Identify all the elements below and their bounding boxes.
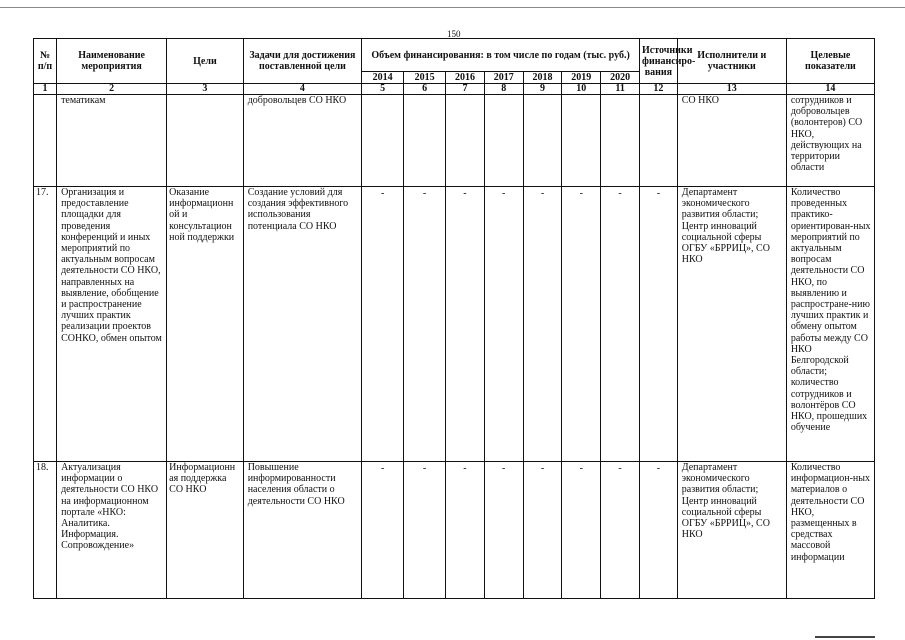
row-year-value [404,95,446,187]
row-year-value: - [562,462,601,599]
header-goals: Цели [167,39,244,84]
header-executors: Исполнители и участники [677,39,786,84]
row-year-value: - [562,187,601,462]
row-name: Актуализация информации о деятельности СО НКО на информационном портале «НКО: Аналитика. Информация. Сопровождение» [57,462,167,599]
table-row [34,95,875,187]
row-year-value: - [523,187,562,462]
header-tasks: Задачи для достижения поставленной цели [243,39,361,84]
column-number: 13 [677,84,786,95]
header-indicators: Целевые показатели [786,39,874,84]
row-year-value [601,95,640,187]
column-number: 2 [57,84,167,95]
table-row [34,187,875,462]
row-indicators: сотрудников и добровольцев (волонтеров) СО НКО, действующих на территории области [786,95,874,187]
header-year: 2017 [484,72,523,84]
row-year-value [523,95,562,187]
header-year: 2018 [523,72,562,84]
row-tasks: добровольцев СО НКО [243,95,361,187]
row-year-value: - [446,187,485,462]
header-row [34,39,875,72]
column-number: 8 [484,84,523,95]
row-indicators: Количество проведенных практико-ориентирован-ных мероприятий по актуальным вопросам деятельности СО НКО, по выявлению и распростране-нию лучших практик и обмену опытом работы между СО НКО Белгородской области; количество сотрудников и волонтёров СО НКО, прошедших обучение [786,187,874,462]
row-goals: Информационн ая поддержка СО НКО [167,462,244,599]
header-year: 2015 [404,72,446,84]
column-number: 11 [601,84,640,95]
row-year-value: - [446,462,485,599]
row-year-value: - [484,462,523,599]
row-year-value [446,95,485,187]
row-year-value [362,95,404,187]
row-year-value: - [362,187,404,462]
scan-edge [0,0,905,8]
column-number: 3 [167,84,244,95]
column-number: 4 [243,84,361,95]
row-sources: - [640,187,678,462]
row-year-value: - [362,462,404,599]
row-tasks: Создание условий для создания эффективного использования потенциала СО НКО [243,187,361,462]
row-year-value: - [601,462,640,599]
header-year: 2019 [562,72,601,84]
row-num [34,95,57,187]
row-executors: СО НКО [677,95,786,187]
row-year-value: - [484,187,523,462]
header-year: 2020 [601,72,640,84]
row-goals: Оказание информационн ой и консультацион ной поддержки [167,187,244,462]
column-number: 6 [404,84,446,95]
row-sources [640,95,678,187]
table-row [34,462,875,599]
header-sources: Источники финансиро-вания [640,39,678,84]
row-year-value: - [601,187,640,462]
row-indicators: Количество информацион-ных материалов о деятельности СО НКО, размещенных в средствах массовой информации [786,462,874,599]
page-number: 150 [447,29,461,39]
column-number: 1 [34,84,57,95]
column-number: 12 [640,84,678,95]
row-tasks: Повышение информированности населения области о деятельности СО НКО [243,462,361,599]
row-executors: Департамент экономического развития области; Центр инноваций социальной сферы ОГБУ «БРРИЦ», СО НКО [677,462,786,599]
scan-mark [815,636,875,638]
column-number: 5 [362,84,404,95]
row-name: тематикам [57,95,167,187]
row-num: 17. [34,187,57,462]
column-number-row [34,84,875,95]
header-year: 2014 [362,72,404,84]
row-year-value: - [523,462,562,599]
row-year-value: - [404,187,446,462]
header-name: Наименование мероприятия [57,39,167,84]
row-sources: - [640,462,678,599]
row-year-value [484,95,523,187]
column-number: 10 [562,84,601,95]
header-year: 2016 [446,72,485,84]
header-funding: Объем финансирования: в том числе по годам (тыс. руб.) [362,39,640,72]
row-goals [167,95,244,187]
row-executors: Департамент экономического развития области; Центр инноваций социальной сферы ОГБУ «БРРИЦ», СО НКО [677,187,786,462]
row-year-value: - [404,462,446,599]
column-number: 9 [523,84,562,95]
row-name: Организация и предоставление площадки для проведения конференций и иных мероприятий по актуальным вопросам деятельности СО НКО, направленных на выявление, обобщение и распространение лучших практик реализации проектов СОНКО, обмен опытом [57,187,167,462]
column-number: 7 [446,84,485,95]
program-table [33,38,875,599]
header-num: № п/п [34,39,57,84]
column-number: 14 [786,84,874,95]
row-year-value [562,95,601,187]
row-num: 18. [34,462,57,599]
